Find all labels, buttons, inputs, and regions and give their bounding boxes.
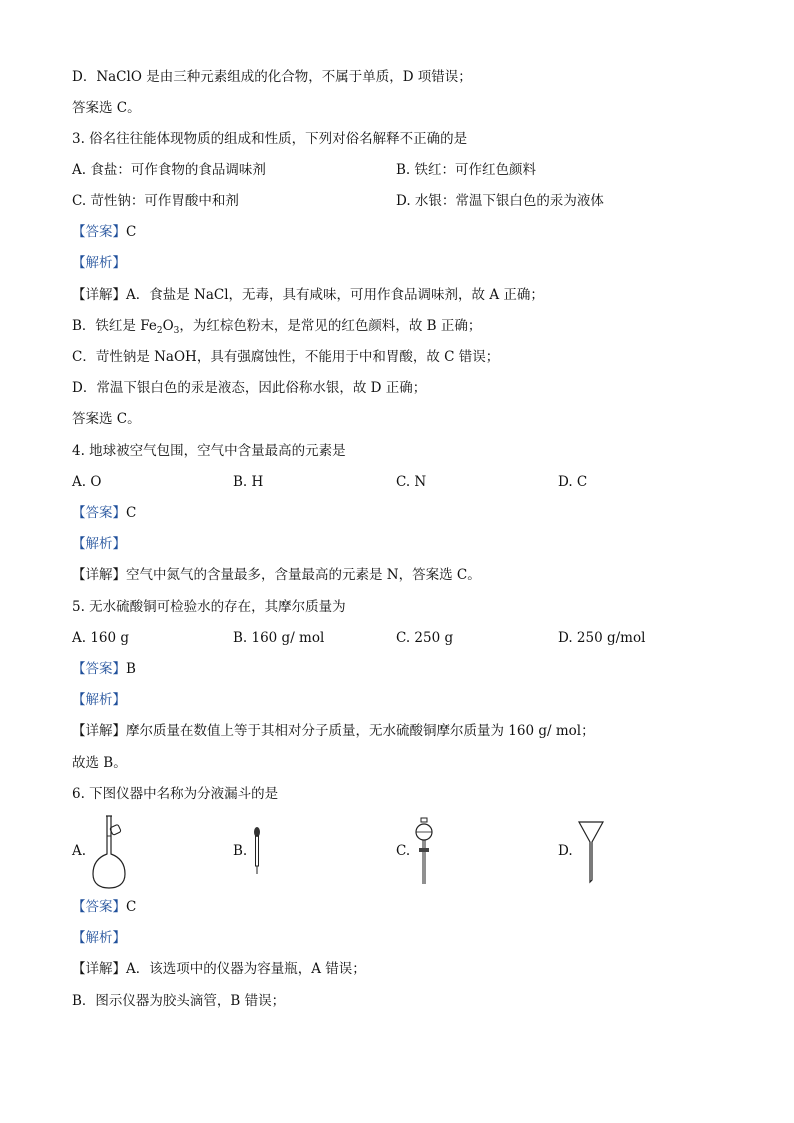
question-3-stem: 3. 俗名往往能体现物质的组成和性质，下列对俗名解释不正确的是 bbox=[72, 131, 468, 147]
option-c: C. 250 g bbox=[396, 630, 454, 646]
option-b: B. 160 g/ mol bbox=[233, 630, 325, 646]
answer-line bbox=[72, 898, 136, 916]
subscript: 3 bbox=[173, 326, 180, 336]
answer-value: C bbox=[126, 899, 137, 915]
detail-text: 空气中氮气的含量最多，含量最高的元素是 N，答案选 C。 bbox=[126, 567, 481, 583]
detail-text: 摩尔质量在数值上等于其相对分子质量，无水硫酸铜摩尔质量为 160 g/ mol； bbox=[126, 723, 595, 739]
conclusion-line: 答案选 C。 bbox=[72, 411, 141, 427]
detail-tag: 【详解】 bbox=[72, 961, 126, 977]
detail-text: ，为红棕色粉末，是常见的红色颜料，故 B 正确； bbox=[179, 318, 482, 334]
detail-line: B．图示仪器为胶头滴管，B 错误； bbox=[72, 993, 286, 1009]
detail-text: O bbox=[162, 318, 174, 334]
detail-line bbox=[72, 566, 481, 584]
question-6-stem: 6. 下图仪器中名称为分液漏斗的是 bbox=[72, 786, 279, 802]
answer-value: B bbox=[126, 661, 136, 677]
answer-tag: 【答案】 bbox=[72, 224, 126, 240]
dropper-icon bbox=[252, 826, 262, 876]
answer-tag: 【答案】 bbox=[72, 505, 126, 521]
answer-tag: 【答案】 bbox=[72, 661, 126, 677]
answer-line bbox=[72, 660, 136, 678]
option-c-label: C. bbox=[396, 843, 411, 859]
detail-line bbox=[72, 722, 595, 740]
option-a: A. 160 g bbox=[72, 630, 130, 646]
answer-tag: 【答案】 bbox=[72, 899, 126, 915]
option-b: B. 铁红：可作红色颜料 bbox=[396, 162, 537, 178]
analysis-tag: 【解析】 bbox=[72, 536, 126, 552]
detail-text: B．铁红是 Fe bbox=[72, 318, 157, 334]
answer-line bbox=[72, 223, 136, 241]
volumetric-flask-icon bbox=[92, 814, 128, 890]
option-b-label: B. bbox=[233, 843, 248, 859]
option-d: D. C bbox=[558, 474, 588, 490]
detail-line bbox=[72, 286, 544, 304]
option-d: D. 水银：常温下银白色的汞为液体 bbox=[396, 193, 604, 209]
detail-line bbox=[72, 960, 366, 978]
text-line: D．NaClO 是由三种元素组成的化合物，不属于单质，D 项错误； bbox=[72, 69, 472, 85]
separatory-funnel-icon bbox=[412, 818, 436, 886]
option-a: A. 食盐：可作食物的食品调味剂 bbox=[72, 162, 266, 178]
subscript: 2 bbox=[156, 326, 163, 336]
funnel-icon bbox=[578, 820, 604, 884]
option-d: D. 250 g/mol bbox=[558, 630, 646, 646]
option-a-label: A. bbox=[72, 843, 87, 859]
analysis-tag: 【解析】 bbox=[72, 255, 126, 271]
question-5-stem: 5. 无水硫酸铜可检验水的存在，其摩尔质量为 bbox=[72, 599, 346, 615]
detail-tag: 【详解】 bbox=[72, 567, 126, 583]
answer-value: C bbox=[126, 505, 137, 521]
detail-text: A．该选项中的仪器为容量瓶，A 错误； bbox=[126, 961, 366, 977]
option-b: B. H bbox=[233, 474, 264, 490]
text-line: 答案选 C。 bbox=[72, 100, 141, 116]
conclusion-line: 故选 B。 bbox=[72, 755, 127, 771]
option-d-label: D. bbox=[558, 843, 573, 859]
detail-tag: 【详解】 bbox=[72, 287, 126, 303]
analysis-tag: 【解析】 bbox=[72, 692, 126, 708]
detail-tag: 【详解】 bbox=[72, 723, 126, 739]
detail-line bbox=[72, 317, 481, 335]
detail-line: C．苛性钠是 NaOH，具有强腐蚀性，不能用于中和胃酸，故 C 错误； bbox=[72, 349, 500, 365]
answer-line bbox=[72, 504, 136, 522]
detail-line: D．常温下银白色的汞是液态，因此俗称水银，故 D 正确； bbox=[72, 380, 427, 396]
option-c: C. 苛性钠：可作胃酸中和剂 bbox=[72, 193, 239, 209]
analysis-tag: 【解析】 bbox=[72, 930, 126, 946]
detail-text: A．食盐是 NaCl，无毒，具有咸味，可用作食品调味剂，故 A 正确； bbox=[126, 287, 544, 303]
answer-value: C bbox=[126, 224, 137, 240]
option-c: C. N bbox=[396, 474, 427, 490]
option-a: A. O bbox=[72, 474, 102, 490]
question-4-stem: 4. 地球被空气包围，空气中含量最高的元素是 bbox=[72, 443, 346, 459]
